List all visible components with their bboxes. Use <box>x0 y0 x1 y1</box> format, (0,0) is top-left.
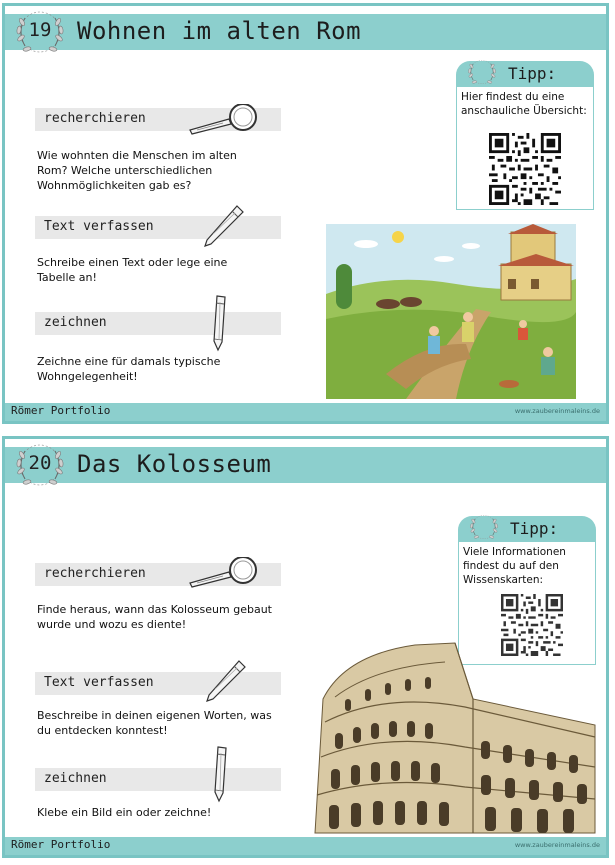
card-number: 20 <box>28 452 52 474</box>
qr-code-icon[interactable] <box>489 133 561 205</box>
tipp-label: Tipp: <box>508 64 557 83</box>
task-text-research: Wie wohnten die Menschen im alten Rom? Welche unterschiedlichen Wohnmöglichkeiten gab es? <box>37 149 237 192</box>
task-text-write: Beschreibe in deinen eigenen Worten, was du entdecken konntest! <box>37 709 272 737</box>
task-label-research: recherchieren <box>44 566 146 581</box>
task-text-write: Schreibe einen Text oder lege eine Tabelle an! <box>37 256 228 284</box>
magnifier-icon <box>187 104 259 138</box>
laurel-seal-icon <box>467 512 501 542</box>
task-text-research: Finde heraus, wann das Kolosseum gebaut wurde und wozu es diente! <box>37 603 272 631</box>
footer-title: Römer Portfolio <box>11 838 111 851</box>
task-text-draw: Zeichne eine für damals typische Wohngelegenheit! <box>37 355 221 383</box>
footer-url[interactable]: www.zaubereinmaleins.de <box>514 841 600 849</box>
task-bar-draw <box>35 768 281 791</box>
pen-icon <box>203 659 249 705</box>
tipp-box <box>456 64 594 210</box>
card-number: 19 <box>28 19 52 41</box>
card-footer <box>5 837 606 855</box>
task-label-write: Text verfassen <box>44 675 154 690</box>
card-footer <box>5 403 606 421</box>
task-label-draw: zeichnen <box>44 315 107 330</box>
card-title: Das Kolosseum <box>77 450 272 478</box>
task-bar-draw <box>35 312 281 335</box>
task-label-write: Text verfassen <box>44 219 154 234</box>
pencil-icon <box>212 745 230 803</box>
task-label-draw: zeichnen <box>44 771 107 786</box>
magnifier-icon <box>187 557 259 591</box>
tipp-text: Viele Informationen findest du auf den Wissenskarten: <box>463 546 566 586</box>
roman-village-illustration <box>326 224 576 399</box>
task-label-research: recherchieren <box>44 111 146 126</box>
task-card-20 <box>2 436 609 858</box>
footer-title: Römer Portfolio <box>11 404 111 417</box>
footer-url[interactable]: www.zaubereinmaleins.de <box>514 407 600 415</box>
colosseum-illustration <box>305 637 600 837</box>
card-header <box>5 447 606 483</box>
card-header <box>5 14 606 50</box>
task-text-draw: Klebe ein Bild ein oder zeichne! <box>37 806 212 819</box>
laurel-seal-icon <box>465 57 499 87</box>
pen-icon <box>201 204 247 250</box>
tipp-label: Tipp: <box>510 519 559 538</box>
task-card-19 <box>2 3 609 424</box>
pencil-icon <box>211 294 229 352</box>
card-title: Wohnen im alten Rom <box>77 17 362 45</box>
tipp-text: Hier findest du eine anschauliche Übersicht: <box>461 91 587 117</box>
number-badge <box>11 8 69 56</box>
number-badge <box>11 441 69 489</box>
